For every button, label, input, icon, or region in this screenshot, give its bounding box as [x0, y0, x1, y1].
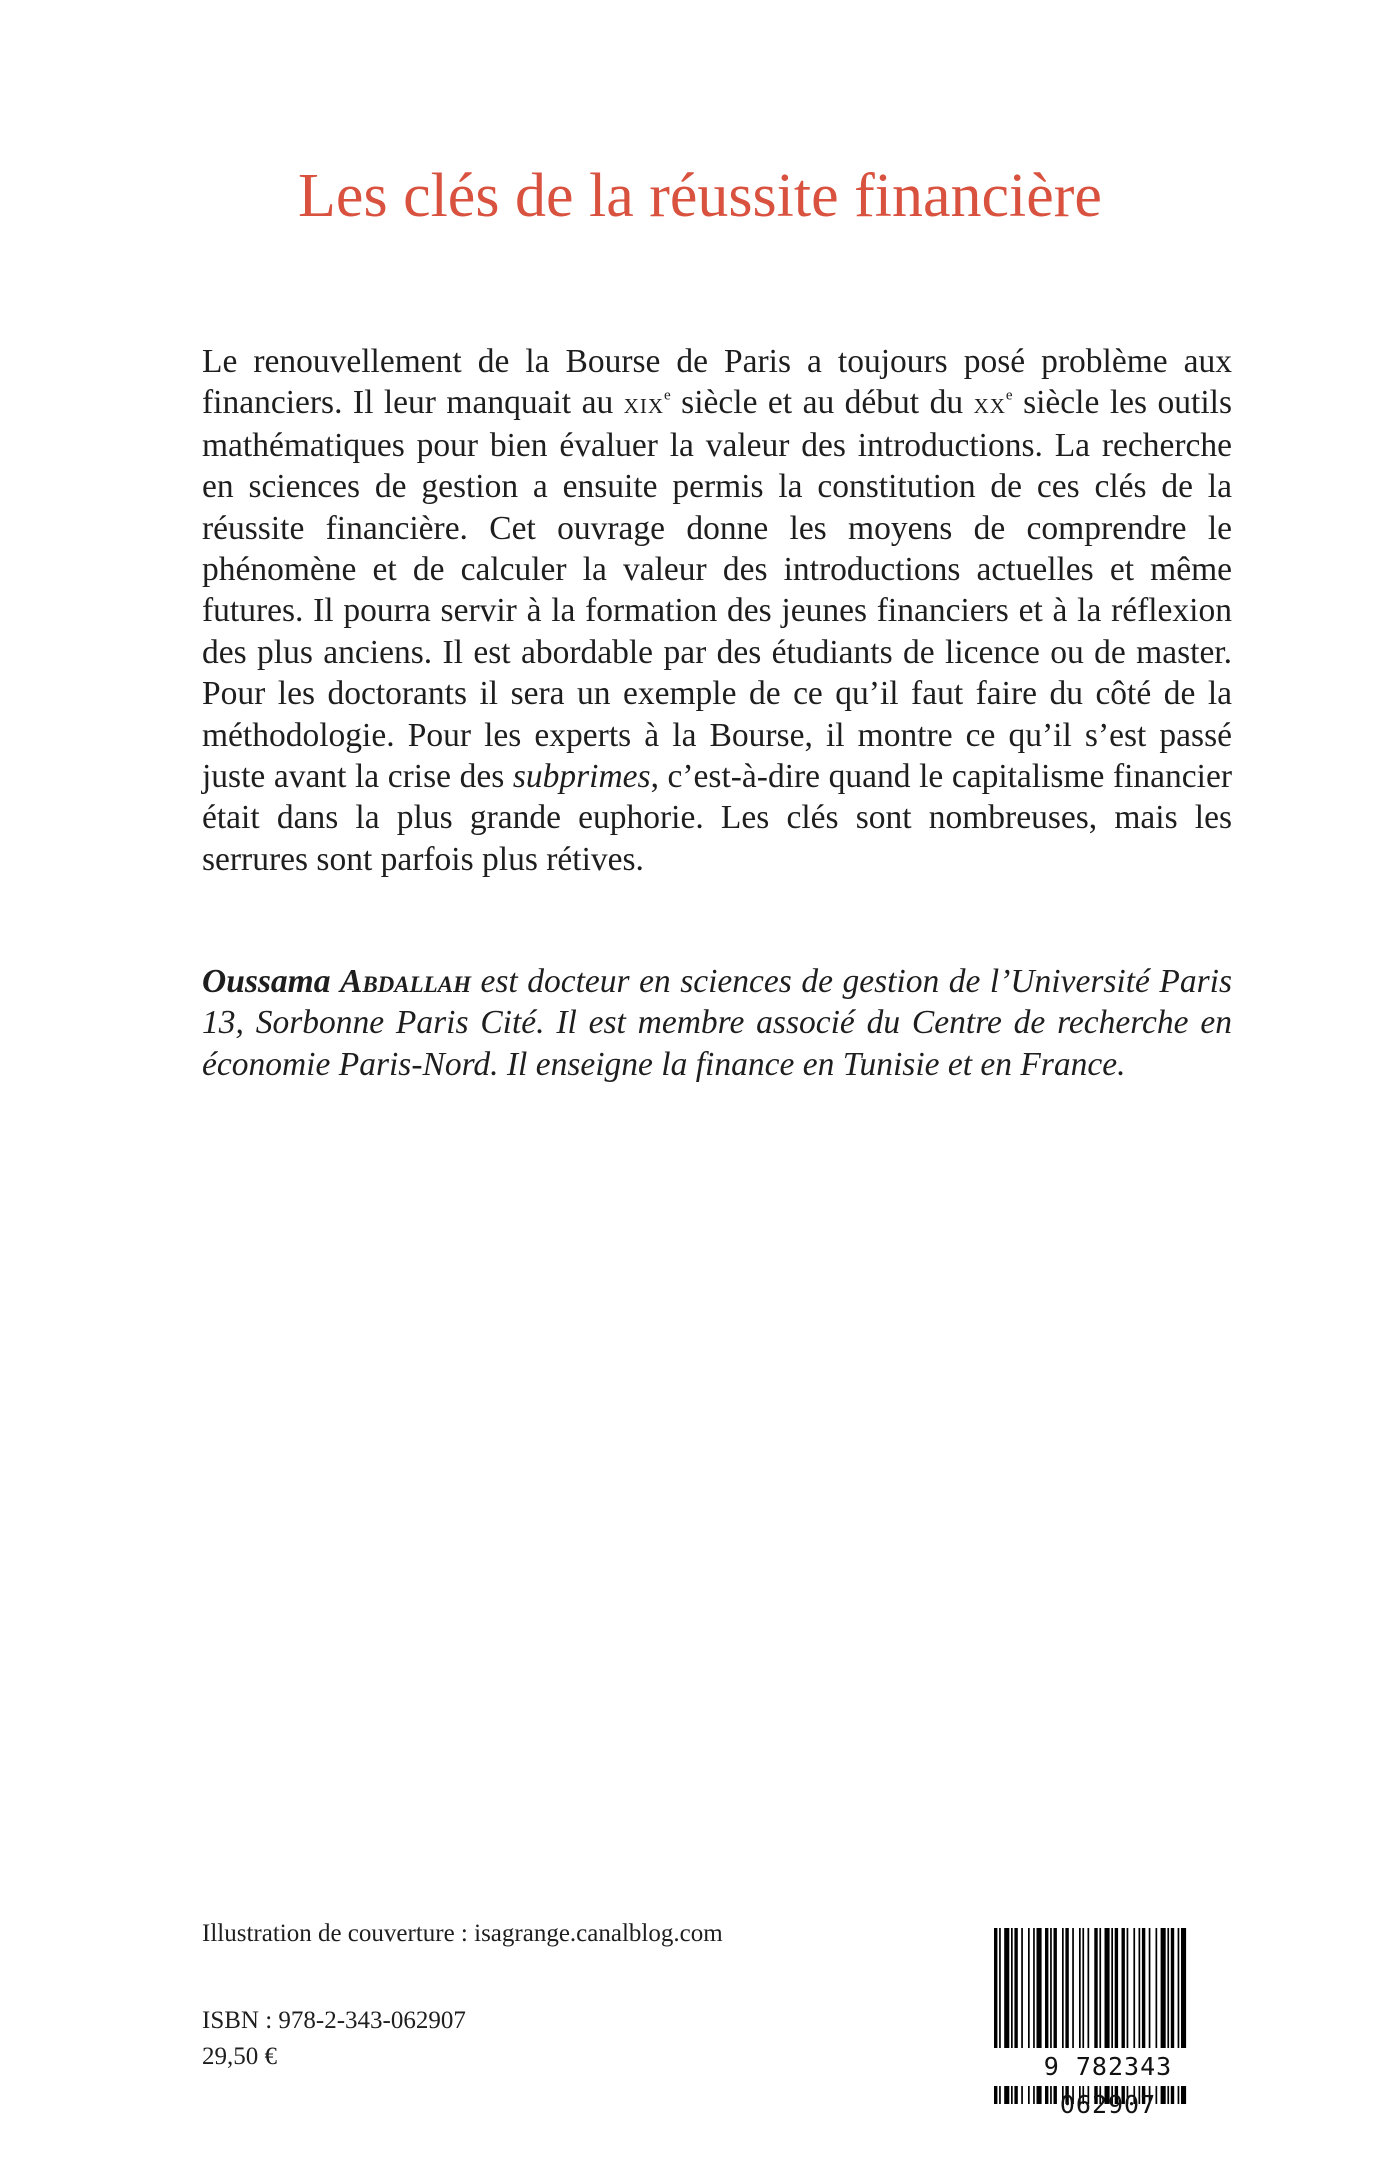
- author-bio: [202, 961, 1232, 1085]
- century-19-superscript: e: [664, 387, 671, 404]
- century-20: xx: [973, 386, 1006, 421]
- summary-text-4: , c’est-à-dire quand le capitalisme financier était dans la plus grande euphorie. Les clés sont nombreuses, mais les serrures sont parfois plus rétives.: [202, 758, 1232, 878]
- summary-text-3: siècle les outils mathématiques pour bien évaluer la valeur des introductions. La recherche en sciences de gestion a ensuite permis la constitution de ces clés de la réussite financière. Cet ouvrage donne les moyens de comprendre le phénomène et de calculer la valeur des introductions actuelles et même futures. Il pourra servir à la formation des jeunes financiers et à la réflexion des plus anciens. Il est abordable par des étudiants de licence ou de master. Pour les doctorants il sera un exemple de ce qu’il faut faire du côté de la méthodologie. Pour les experts à la Bourse, il montre ce qu’il s’est passé juste avant la crise des: [202, 384, 1232, 796]
- century-20-superscript: e: [1005, 387, 1013, 404]
- summary-text-1: Le renouvellement de la Bourse de Paris a toujours posé problème aux financiers. Il leur manquait au: [202, 343, 1232, 422]
- book-title: Les clés de la réussite financière: [298, 162, 1102, 230]
- author-bio-text: est docteur en sciences de gestion de l’Université Paris 13, Sorbonne Paris Cité. Il est membre associé du Centre de recherche en économie Paris-Nord. Il enseigne la finance en Tunisie et en France.: [202, 963, 1233, 1083]
- summary-text-2: siècle et au début du: [670, 384, 974, 422]
- isbn: ISBN : 978-2-343-062907: [202, 2007, 466, 2034]
- subprimes-term: subprimes: [512, 758, 651, 796]
- author-first-name: Oussama: [202, 963, 331, 1000]
- century-19: xix: [623, 386, 665, 421]
- price: 29,50 €: [202, 2043, 277, 2070]
- back-cover-summary: [202, 341, 1232, 880]
- barcode-digits: 9 782343 062907: [990, 2048, 1226, 2086]
- author-last-name: Abdallah: [340, 963, 471, 1000]
- cover-credit: Illustration de couverture : isagrange.canalblog.com: [202, 1920, 723, 1947]
